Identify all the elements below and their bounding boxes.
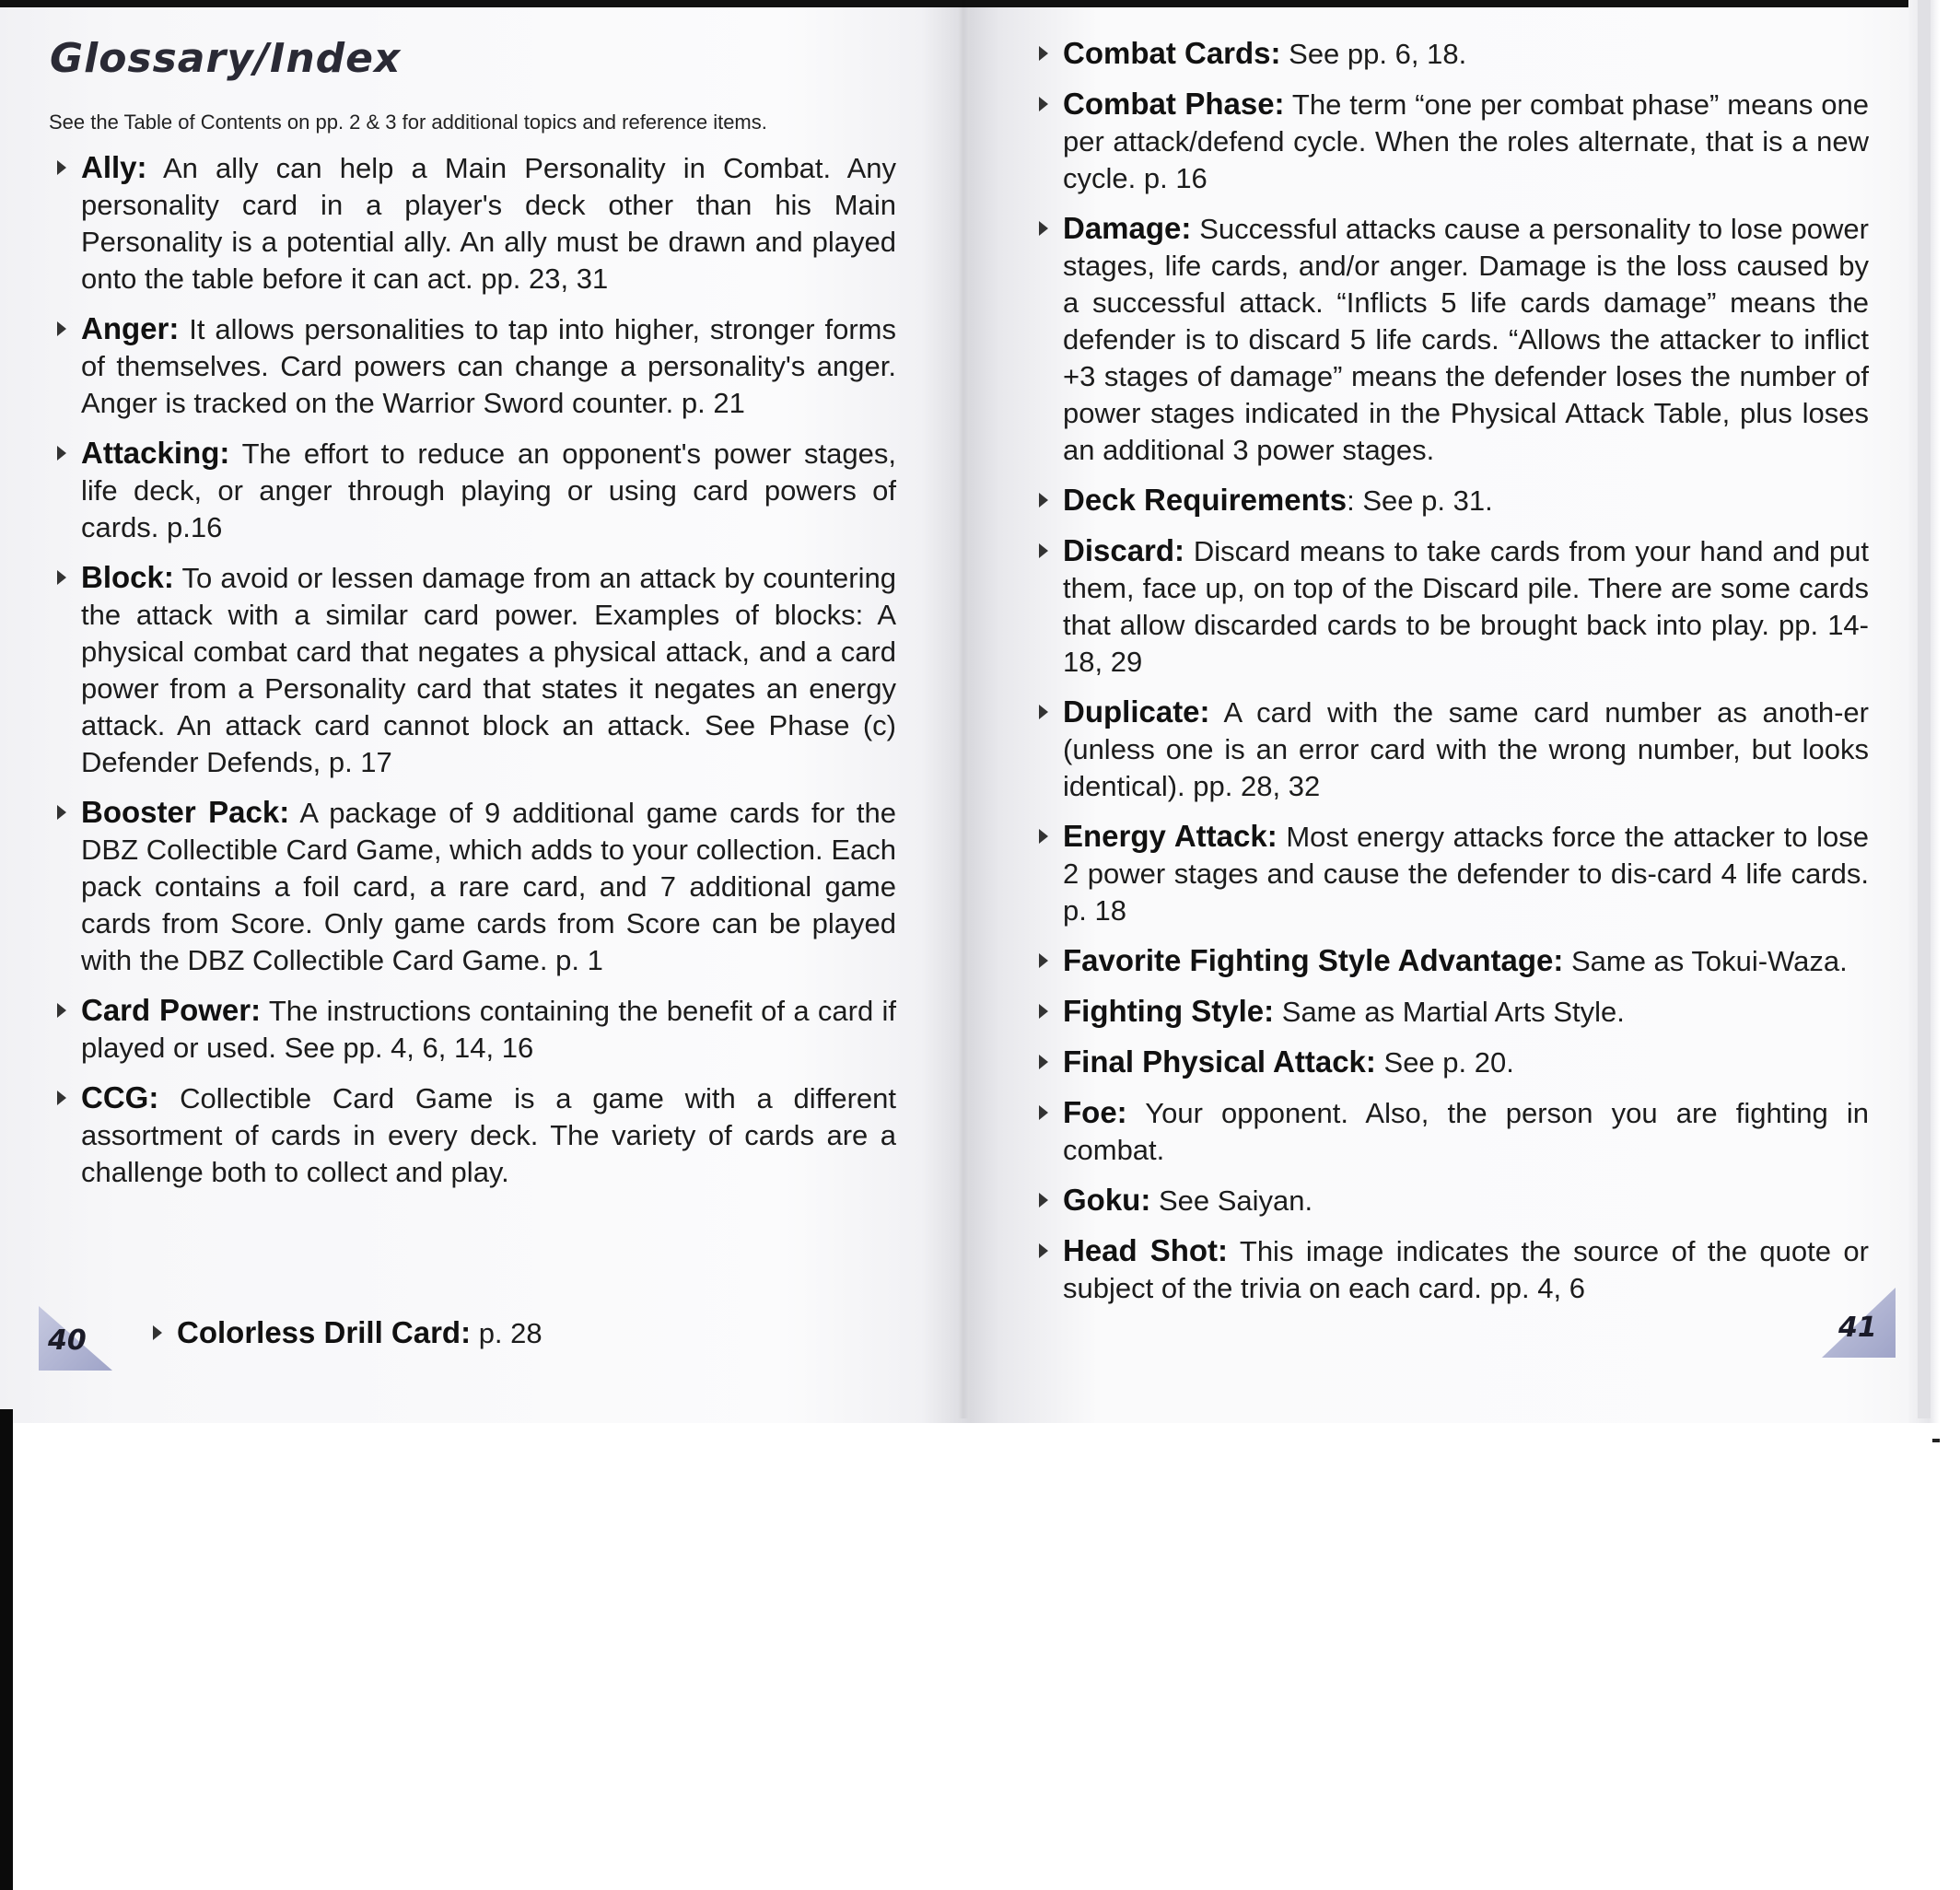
entry-text: This image indicates the source of the quote or subject of the trivia on each card. pp. 4, 6 xyxy=(1063,1235,1869,1304)
entry-text: : See p. 31. xyxy=(1347,484,1493,517)
bullet-arrow-icon xyxy=(1039,829,1048,844)
bullet-arrow-icon xyxy=(1039,1105,1048,1120)
bullet-arrow-icon xyxy=(57,805,66,820)
glossary-entry xyxy=(1035,694,1869,805)
entry-term: Combat Cards: xyxy=(1063,36,1281,70)
scan-left-border xyxy=(0,1409,13,1890)
entry-text: It allows personalities to tap into higher, stronger forms of themselves. Card powers can change a personality's anger. Anger is tracked on the Warrior Sword counter. p. 21 xyxy=(81,313,896,419)
entry-text: Your opponent. Also, the person you are fighting in combat. xyxy=(1063,1097,1869,1166)
book-spine xyxy=(958,0,969,1418)
entry-text: The effort to reduce an opponent's power stages, life deck, or anger through playing or using card powers of cards. p.16 xyxy=(81,438,896,543)
entry-text: The term “one per combat phase” means one per attack/defend cycle. When the roles alternate, that is a new cycle. p. 16 xyxy=(1063,88,1869,194)
glossary-entry xyxy=(1035,482,1869,519)
scan-top-border xyxy=(0,0,1960,7)
glossary-entry xyxy=(1035,1232,1869,1307)
entry-term: Ally: xyxy=(81,150,147,184)
glossary-entry xyxy=(44,435,896,546)
glossary-entry xyxy=(44,310,896,422)
entry-text: The instructions containing the benefit of a card if played or used. See pp. 4, 6, 14, 16 xyxy=(81,995,897,1064)
entry-text: See pp. 6, 18. xyxy=(1280,38,1467,70)
entry-term: Head Shot: xyxy=(1063,1233,1228,1267)
entry-text: Discard means to take cards from your hand and put them, face up, on top of the Discard pile. There are some cards that allow discarded cards to be brought back into play. pp. 14-18, 29 xyxy=(1063,535,1869,678)
glossary-entry xyxy=(1035,1094,1869,1169)
glossary-entry xyxy=(1035,35,1869,73)
bullet-arrow-icon xyxy=(1039,705,1048,719)
entry-text: To avoid or lessen damage from an attack by countering the attack with a similar card power. Examples of blocks: A physical combat card that negates a physical attack, and a card power from a Personality card that states it negates an energy attack. An attack card cannot block an attack. See Phase (c) Defender Defends, p. 17 xyxy=(81,562,896,778)
glossary-entry xyxy=(1035,993,1869,1031)
bullet-arrow-icon xyxy=(1039,221,1048,236)
bullet-arrow-icon xyxy=(153,1325,162,1340)
page-edge xyxy=(1908,0,1960,1423)
bullet-arrow-icon xyxy=(57,160,66,175)
entry-text: Same as Martial Arts Style. xyxy=(1274,996,1625,1028)
bullet-arrow-icon xyxy=(57,1091,66,1105)
glossary-entry xyxy=(44,149,896,298)
entry-term: Card Power: xyxy=(81,993,262,1027)
intro-note: See the Table of Contents on pp. 2 & 3 for additional topics and reference items. xyxy=(49,111,767,134)
entry-term: Discard: xyxy=(1063,533,1185,567)
glossary-entry xyxy=(1035,210,1869,469)
entry-text: An ally can help a Main Personality in Combat. Any personality card in a player's deck other than his Main Personality is a potential ally. An ally must be drawn and played onto the table before it can act. pp. 23, 31 xyxy=(81,152,896,295)
page-edge-stripe xyxy=(1918,0,1931,1418)
entry-term: Duplicate: xyxy=(1063,694,1210,729)
entry-term: Deck Requirements xyxy=(1063,483,1348,517)
entry-term: Final Physical Attack: xyxy=(1063,1044,1376,1079)
glossary-entry xyxy=(1035,1182,1869,1219)
glossary-entry xyxy=(44,559,896,781)
entry-term: Block: xyxy=(81,560,174,594)
page-number-right: 41 xyxy=(1838,1312,1877,1344)
glossary-entry xyxy=(44,1079,896,1191)
glossary-entry xyxy=(1035,86,1869,197)
entry-text: Same as Tokui-Waza. xyxy=(1563,945,1848,977)
entry-term: CCG: xyxy=(81,1080,159,1114)
glossary-entry xyxy=(1035,532,1869,681)
entry-text: Most energy attacks force the attacker to lose 2 power stages and cause the defender to dis-card 4 life cards. p. 18 xyxy=(1063,821,1869,927)
entry-text: A package of 9 additional game cards for the DBZ Collectible Card Game, which adds to your collection. Each pack contains a foil card, a rare card, and 7 additional game cards from Score. Only game cards from Score can be played with the DBZ Collectible Card Game. p. 1 xyxy=(81,797,896,976)
bullet-arrow-icon xyxy=(57,570,66,585)
bullet-arrow-icon xyxy=(1039,1193,1048,1208)
entry-term: Favorite Fighting Style Advantage: xyxy=(1063,943,1564,977)
entry-text: p. 28 xyxy=(471,1317,542,1349)
bullet-arrow-icon xyxy=(1039,543,1048,558)
entry-text: See p. 20. xyxy=(1375,1046,1514,1079)
glossary-entry-colorless xyxy=(147,1315,542,1350)
bullet-arrow-icon xyxy=(57,1003,66,1018)
bullet-arrow-icon xyxy=(1039,97,1048,111)
glossary-entry xyxy=(44,992,896,1067)
bullet-arrow-icon xyxy=(1039,493,1048,508)
glossary-entry xyxy=(1035,1044,1869,1081)
glossary-entry xyxy=(1035,818,1869,929)
bullet-arrow-icon xyxy=(1039,1243,1048,1258)
bullet-arrow-icon xyxy=(57,321,66,336)
entry-term: Attacking: xyxy=(81,436,230,470)
page-title: Glossary/Index xyxy=(50,35,402,82)
entry-term: Foe: xyxy=(1063,1095,1127,1129)
entry-term: Damage: xyxy=(1063,211,1192,245)
entry-text: Successful attacks cause a personality to lose power stages, life cards, and/or anger. Damage is the loss caused by a successful attack. “Inflicts 5 life cards damage” means the defender is to discard 5 life cards. “Allows the attacker to inflict +3 stages of damage” means the defender loses the number of power stages indicated in the Physical Attack Table, plus loses an additional 3 power stages. xyxy=(1063,213,1869,466)
glossary-entry xyxy=(1035,942,1869,980)
entry-text: A card with the same card number as anoth-er (unless one is an error card with the wrong number, but looks identical). pp. 28, 32 xyxy=(1063,696,1869,802)
bullet-arrow-icon xyxy=(1039,1055,1048,1069)
glossary-list-left xyxy=(44,149,896,1204)
entry-term: Fighting Style: xyxy=(1063,994,1275,1028)
entry-term: Colorless Drill Card: xyxy=(177,1315,472,1349)
entry-term: Booster Pack: xyxy=(81,795,290,829)
bullet-arrow-icon xyxy=(1039,1004,1048,1019)
page-number-left: 40 xyxy=(48,1324,87,1357)
bullet-arrow-icon xyxy=(1039,46,1048,61)
entry-term: Combat Phase: xyxy=(1063,87,1285,121)
glossary-entry xyxy=(44,794,896,979)
bullet-arrow-icon xyxy=(57,446,66,461)
entry-text: See Saiyan. xyxy=(1150,1184,1313,1217)
entry-term: Anger: xyxy=(81,311,180,345)
entry-term: Energy Attack: xyxy=(1063,819,1278,853)
bullet-arrow-icon xyxy=(1039,953,1048,968)
entry-text: Collectible Card Game is a game with a different assortment of cards in every deck. The variety of cards are a challenge both to collect and play. xyxy=(81,1082,896,1188)
glossary-list-right xyxy=(1035,35,1869,1320)
entry-term: Goku: xyxy=(1063,1183,1151,1217)
scan-speck xyxy=(1932,1439,1940,1442)
